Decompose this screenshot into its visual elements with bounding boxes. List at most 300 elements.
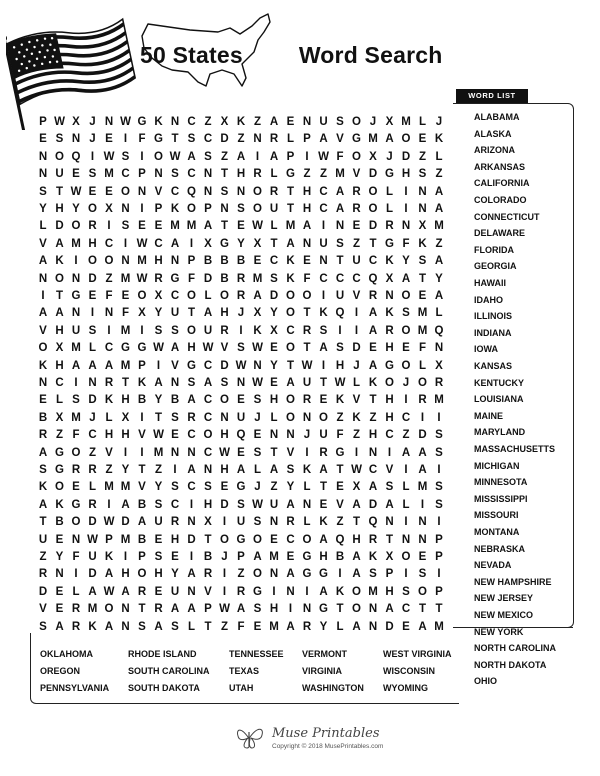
grid-letter: N — [368, 446, 378, 459]
divider — [456, 627, 573, 628]
grid-letter: J — [89, 133, 96, 146]
word-list-item: CONNECTICUT — [474, 211, 540, 222]
grid-letter: B — [220, 255, 229, 268]
grid-letter: T — [204, 620, 212, 633]
grid-letter: R — [302, 620, 312, 633]
grid-letter: F — [418, 342, 427, 355]
grid-letter: G — [170, 272, 180, 285]
grid-letter: T — [303, 307, 311, 320]
grid-letter: I — [74, 377, 78, 389]
grid-letter: M — [434, 620, 444, 633]
grid-letter: A — [55, 237, 64, 250]
grid-letter: H — [220, 307, 229, 320]
grid-letter: Z — [352, 429, 361, 442]
grid-letter: R — [253, 168, 262, 181]
word-list-item: TENNESSEE — [229, 649, 284, 659]
grid-letter: P — [286, 150, 295, 163]
grid-letter: A — [418, 620, 427, 633]
grid-letter: I — [255, 150, 260, 163]
grid-letter: K — [368, 377, 378, 389]
grid-letter: E — [286, 551, 295, 563]
grid-letter: M — [120, 272, 131, 285]
grid-letter: A — [368, 359, 378, 372]
grid-letter: Z — [402, 429, 410, 442]
grid-letter: N — [220, 411, 229, 424]
grid-letter: A — [269, 150, 279, 163]
grid-letter: R — [187, 411, 196, 424]
grid-letter: N — [236, 185, 246, 198]
grid-row — [33, 322, 453, 340]
grid-letter: E — [105, 133, 113, 146]
grid-letter: P — [154, 203, 163, 215]
grid-letter: E — [286, 116, 295, 128]
grid-letter: R — [385, 324, 394, 337]
grid-letter: A — [418, 446, 427, 459]
grid-letter: A — [187, 568, 196, 581]
grid-letter: N — [418, 516, 427, 529]
grid-letter: X — [121, 411, 130, 424]
word-list-item: MARYLAND — [474, 427, 526, 438]
grid-letter: T — [336, 464, 344, 476]
grid-letter: P — [237, 551, 245, 563]
grid-row — [33, 252, 453, 270]
grid-letter: R — [418, 394, 427, 407]
grid-row — [33, 600, 453, 618]
grid-letter: I — [123, 446, 128, 459]
grid-letter: A — [319, 464, 328, 476]
grid-letter: Z — [220, 150, 229, 163]
word-list-item: MISSOURI — [474, 510, 519, 521]
grid-letter: A — [319, 133, 328, 146]
grid-letter: M — [170, 220, 180, 233]
word-list-item: ALABAMA — [474, 112, 520, 122]
grid-letter: N — [253, 133, 262, 146]
grid-letter: R — [352, 185, 361, 198]
grid-letter: J — [89, 116, 96, 128]
grid-letter: I — [123, 237, 128, 250]
grid-letter: A — [286, 498, 295, 511]
grid-letter: J — [89, 411, 96, 424]
grid-letter: N — [286, 585, 295, 598]
grid-letter: I — [107, 498, 111, 511]
grid-letter: G — [55, 464, 64, 476]
grid-row — [33, 548, 453, 566]
grid-letter: U — [319, 237, 328, 250]
grid-letter: X — [385, 551, 394, 563]
grid-letter: N — [418, 533, 427, 546]
grid-letter: M — [71, 237, 81, 250]
bottom-word-box — [30, 633, 459, 704]
grid-letter: R — [236, 585, 246, 598]
grid-letter: I — [288, 603, 293, 616]
grid-letter: J — [353, 359, 360, 372]
grid-letter: U — [319, 429, 328, 442]
grid-letter: E — [237, 220, 245, 233]
grid-letter: C — [121, 168, 130, 181]
grid-letter: C — [187, 168, 196, 181]
grid-letter: O — [368, 185, 378, 198]
grid-letter: O — [352, 585, 361, 598]
grid-letter: A — [335, 185, 345, 198]
grid-letter: H — [269, 394, 279, 407]
grid-letter: R — [220, 324, 229, 337]
grid-letter: E — [39, 394, 47, 407]
grid-letter: A — [286, 620, 295, 633]
grid-letter: A — [368, 481, 378, 494]
grid-letter: H — [170, 533, 180, 546]
grid-letter: N — [203, 464, 213, 476]
grid-letter: Z — [237, 133, 245, 146]
grid-letter: H — [88, 237, 97, 250]
grid-letter: W — [87, 533, 98, 546]
grid-row — [33, 200, 453, 218]
grid-letter: X — [385, 272, 394, 285]
grid-letter: C — [187, 481, 196, 494]
grid-letter: N — [38, 150, 48, 163]
grid-letter: I — [123, 551, 128, 563]
grid-letter: K — [319, 307, 328, 320]
grid-letter: Z — [319, 168, 328, 181]
grid-letter: Z — [336, 516, 344, 529]
grid-letter: E — [55, 533, 64, 546]
grid-letter: A — [352, 498, 361, 511]
grid-letter: C — [203, 394, 213, 407]
grid-letter: G — [220, 237, 229, 250]
grid-letter: I — [404, 464, 408, 476]
word-list-item: OKLAHOMA — [40, 649, 93, 659]
grid-letter: I — [90, 150, 95, 163]
grid-letter: I — [404, 568, 408, 581]
grid-letter: E — [418, 133, 427, 146]
grid-letter: E — [253, 620, 262, 633]
word-list-item: MONTANA — [474, 527, 520, 537]
grid-letter: N — [203, 185, 213, 198]
grid-letter: W — [252, 498, 263, 511]
grid-letter: W — [318, 150, 329, 163]
grid-letter: P — [105, 533, 113, 546]
grid-row — [33, 270, 453, 288]
grid-letter: J — [254, 411, 261, 424]
grid-letter: D — [88, 568, 97, 581]
grid-letter: D — [418, 429, 427, 442]
grid-letter: D — [203, 272, 213, 285]
grid-letter: U — [71, 324, 81, 337]
grid-letter: Y — [55, 551, 64, 563]
grid-letter: G — [352, 133, 361, 146]
grid-letter: E — [303, 255, 311, 268]
grid-letter: N — [401, 533, 411, 546]
grid-letter: H — [220, 464, 229, 476]
grid-letter: W — [235, 359, 247, 372]
grid-letter: P — [435, 533, 443, 546]
grid-letter: R — [302, 324, 312, 337]
grid-letter: K — [154, 116, 163, 128]
grid-letter: A — [335, 203, 345, 215]
grid-letter: S — [171, 620, 179, 633]
grid-letter: A — [88, 585, 97, 598]
grid-letter: O — [286, 342, 295, 355]
grid-letter: F — [72, 429, 80, 442]
grid-letter: Z — [418, 150, 427, 163]
grid-letter: S — [187, 377, 196, 389]
word-list-item: OHIO — [474, 676, 498, 687]
grid-letter: O — [352, 116, 361, 128]
grid-letter: E — [171, 429, 179, 442]
grid-letter: E — [418, 551, 427, 563]
grid-letter: E — [319, 394, 328, 407]
grid-letter: I — [354, 307, 359, 320]
grid-letter: K — [236, 116, 246, 128]
grid-letter: F — [303, 272, 311, 285]
grid-letter: M — [269, 551, 279, 563]
grid-letter: T — [138, 464, 146, 476]
grid-letter: A — [401, 272, 411, 285]
grid-letter: O — [55, 150, 64, 163]
grid-letter: S — [336, 116, 344, 128]
grid-letter: H — [385, 585, 394, 598]
word-list-item: HAWAII — [474, 278, 507, 288]
grid-letter: R — [71, 603, 81, 616]
grid-letter: I — [140, 324, 144, 337]
grid-letter: O — [418, 377, 427, 389]
grid-letter: I — [74, 255, 78, 268]
grid-letter: R — [137, 585, 147, 598]
grid-letter: E — [88, 185, 97, 198]
grid-letter: C — [368, 464, 378, 476]
grid-letter: K — [55, 255, 64, 268]
grid-letter: M — [71, 411, 81, 424]
grid-row — [33, 391, 453, 409]
grid-letter: T — [435, 603, 443, 616]
grid-letter: I — [338, 324, 342, 337]
grid-letter: T — [369, 394, 377, 407]
grid-letter: L — [402, 481, 410, 494]
grid-letter: O — [88, 255, 97, 268]
grid-letter: T — [418, 272, 427, 285]
grid-letter: Q — [187, 185, 196, 198]
grid-letter: H — [121, 429, 130, 442]
grid-letter: K — [418, 237, 427, 250]
grid-letter: I — [321, 359, 326, 372]
grid-letter: O — [385, 377, 394, 389]
grid-letter: E — [402, 342, 410, 355]
grid-letter: K — [286, 255, 295, 268]
grid-letter: R — [170, 516, 180, 529]
grid-letter: L — [270, 411, 278, 424]
grid-letter: I — [222, 516, 227, 529]
grid-letter: A — [137, 516, 147, 529]
grid-letter: N — [269, 568, 279, 581]
grid-letter: K — [335, 585, 345, 598]
grid-letter: I — [272, 585, 276, 598]
grid-letter: H — [121, 394, 130, 407]
grid-letter: E — [319, 498, 328, 511]
grid-letter: O — [253, 533, 262, 546]
word-list-item: NORTH CAROLINA — [474, 643, 556, 654]
grid-letter: G — [385, 237, 394, 250]
grid-letter: O — [286, 411, 295, 424]
grid-letter: D — [88, 272, 97, 285]
grid-letter: A — [253, 551, 262, 563]
grid-letter: O — [286, 307, 295, 320]
grid-letter: E — [253, 429, 262, 442]
grid-letter: E — [72, 481, 80, 494]
grid-letter: X — [418, 220, 427, 233]
grid-letter: M — [417, 324, 428, 337]
grid-letter: E — [418, 290, 427, 302]
grid-letter: T — [138, 603, 146, 616]
grid-letter: H — [236, 168, 246, 181]
grid-letter: W — [219, 446, 230, 459]
grid-letter: W — [202, 342, 214, 355]
grid-letter: A — [187, 603, 196, 616]
grid-letter: O — [203, 429, 213, 442]
grid-letter: S — [435, 429, 443, 442]
grid-letter: S — [138, 620, 146, 633]
grid-letter: S — [121, 220, 130, 233]
grid-letter: A — [38, 307, 48, 320]
grid-letter: S — [418, 168, 427, 181]
grid-letter: Z — [220, 620, 229, 633]
grid-letter: O — [352, 150, 361, 163]
grid-letter: A — [170, 237, 180, 250]
grid-letter: F — [402, 237, 410, 250]
grid-letter: E — [154, 220, 163, 233]
grid-letter: D — [269, 290, 279, 302]
grid-letter: I — [140, 150, 144, 163]
grid-letter: D — [220, 133, 229, 146]
grid-letter: A — [71, 359, 81, 372]
grid-letter: A — [55, 620, 64, 633]
grid-letter: C — [55, 377, 64, 389]
grid-letter: L — [336, 620, 344, 633]
grid-letter: W — [54, 116, 65, 128]
grid-letter: Y — [286, 481, 295, 494]
grid-letter: D — [88, 394, 97, 407]
grid-letter: J — [402, 377, 410, 389]
grid-row — [33, 287, 453, 305]
grid-letter: I — [90, 307, 95, 320]
grid-letter: Y — [270, 359, 278, 372]
word-list-item: NEW HAMPSHIRE — [474, 576, 552, 587]
word-list-item: ARKANSAS — [474, 161, 526, 172]
grid-letter: M — [104, 168, 114, 181]
grid-letter: O — [187, 203, 196, 215]
grid-letter: L — [253, 464, 262, 476]
grid-letter: S — [154, 324, 163, 337]
grid-letter: U — [236, 516, 246, 529]
grid-letter: H — [335, 359, 345, 372]
grid-letter: B — [236, 255, 246, 268]
grid-letter: C — [286, 324, 295, 337]
word-list-item: OREGON — [40, 666, 81, 676]
grid-letter: I — [189, 498, 194, 511]
grid-letter: J — [237, 307, 245, 320]
grid-letter: D — [88, 516, 97, 529]
grid-letter: N — [253, 359, 262, 372]
grid-letter: Q — [335, 307, 345, 320]
grid-letter: K — [253, 324, 262, 337]
grid-letter: O — [88, 203, 97, 215]
grid-row — [33, 217, 453, 235]
grid-letter: I — [239, 324, 243, 337]
grid-letter: N — [302, 603, 312, 616]
grid-letter: G — [187, 359, 196, 372]
grid-letter: W — [351, 464, 362, 476]
grid-letter: L — [270, 168, 278, 181]
grid-letter: T — [336, 255, 344, 268]
word-list-item: PENNSYLVANIA — [40, 683, 110, 693]
grid-letter: N — [286, 429, 295, 442]
grid-letter: X — [72, 116, 80, 128]
grid-letter: N — [187, 516, 196, 529]
word-list-item: NEBRASKA — [474, 543, 526, 554]
grid-letter: R — [368, 290, 378, 302]
grid-letter: S — [270, 272, 278, 285]
grid-letter: Y — [39, 203, 47, 215]
grid-letter: Y — [154, 307, 163, 320]
grid-letter: H — [55, 203, 64, 215]
grid-letter: K — [385, 255, 394, 268]
grid-row — [33, 357, 453, 375]
grid-letter: R — [88, 464, 97, 476]
grid-letter: C — [319, 272, 328, 285]
grid-letter: E — [72, 168, 80, 181]
grid-letter: I — [173, 464, 177, 476]
grid-letter: P — [303, 133, 311, 146]
word-list-item: NEW MEXICO — [474, 610, 534, 620]
grid-letter: G — [137, 116, 147, 128]
grid-letter: Z — [55, 429, 64, 442]
grid-letter: M — [153, 446, 164, 459]
grid-letter: E — [270, 377, 278, 389]
grid-letter: R — [38, 429, 48, 442]
grid-letter: S — [88, 324, 97, 337]
grid-letter: H — [385, 394, 394, 407]
grid-letter: H — [220, 429, 229, 442]
grid-letter: L — [187, 620, 196, 633]
grid-letter: P — [435, 551, 443, 563]
grid-letter: W — [153, 429, 164, 442]
grid-letter: L — [435, 307, 443, 320]
grid-letter: A — [368, 307, 378, 320]
grid-letter: G — [236, 533, 246, 546]
grid-letter: D — [187, 533, 196, 546]
grid-letter: G — [236, 481, 246, 494]
grid-letter: R — [269, 133, 279, 146]
grid-letter: M — [120, 481, 131, 494]
grid-letter: K — [368, 551, 378, 563]
grid-letter: H — [319, 551, 328, 563]
grid-letter: S — [253, 516, 262, 529]
grid-letter: A — [385, 603, 394, 616]
grid-letter: Y — [72, 203, 80, 215]
grid-letter: S — [237, 342, 245, 355]
grid-letter: O — [220, 394, 229, 407]
grid-letter: X — [55, 342, 64, 355]
grid-letter: S — [121, 150, 130, 163]
grid-letter: H — [154, 568, 163, 581]
grid-letter: Z — [435, 237, 443, 250]
grid-letter: N — [104, 307, 114, 320]
grid-letter: A — [203, 307, 213, 320]
grid-row — [33, 496, 453, 514]
grid-letter: I — [437, 464, 441, 476]
grid-letter: N — [170, 255, 180, 268]
grid-row — [33, 513, 453, 531]
word-list-item: VERMONT — [302, 649, 347, 659]
grid-letter: A — [154, 377, 163, 389]
